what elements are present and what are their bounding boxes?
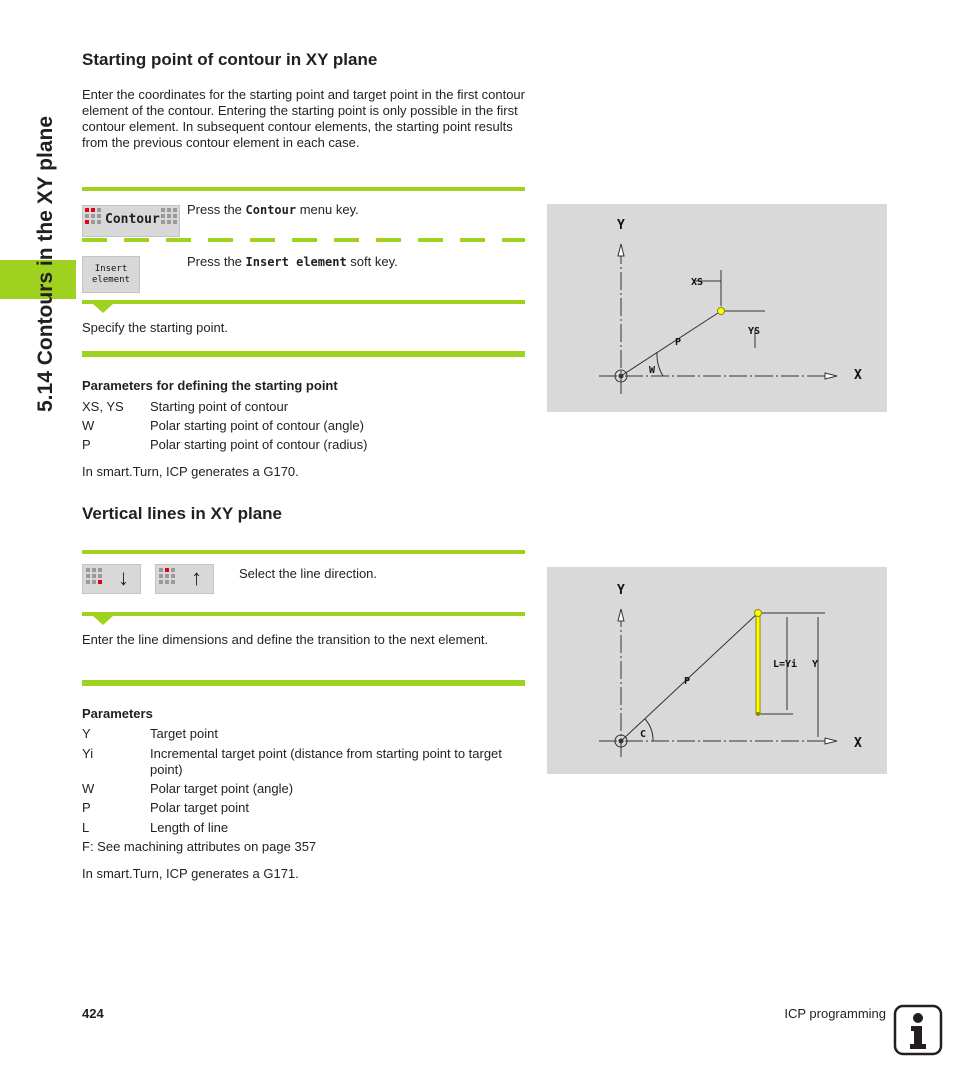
step-divider bbox=[82, 550, 525, 554]
arrow-down-icon: ↓ bbox=[118, 565, 129, 590]
axis-label-x: X bbox=[854, 736, 862, 751]
grid-icon bbox=[85, 208, 101, 224]
step-divider bbox=[82, 612, 525, 616]
pointer-arrow bbox=[93, 616, 113, 625]
label-c: C bbox=[640, 729, 647, 740]
section1-note: In smart.Turn, ICP generates a G170. bbox=[82, 464, 299, 479]
label-l-yi: L=Yi bbox=[773, 659, 798, 670]
step-press-insert: Press the Insert element soft key. bbox=[187, 254, 398, 269]
step-enter-dimensions: Enter the line dimensions and define the transition to the next element. bbox=[82, 632, 489, 647]
section2-heading: Vertical lines in XY plane bbox=[82, 504, 282, 523]
label-w: W bbox=[649, 365, 656, 376]
params-heading: Parameters for defining the starting point bbox=[82, 378, 338, 393]
axis-label-x: X bbox=[854, 368, 862, 383]
vertical-line-element bbox=[756, 613, 760, 714]
params-heading: Parameters bbox=[82, 706, 153, 721]
axis-label-y: Y bbox=[617, 583, 625, 598]
line-up-key[interactable] bbox=[155, 564, 214, 594]
chapter-title-text: 5.14 Contours in the XY plane bbox=[34, 115, 57, 412]
section1-heading: Starting point of contour in XY plane bbox=[82, 50, 378, 69]
section1-intro: Enter the coordinates for the starting point and target point in the first contour element of the contour. Entering the starting point is only possible in the first contour element. In subsequent contour elements, the starting point results from the previous contour element in each case. bbox=[82, 87, 525, 150]
section2-note: In smart.Turn, ICP generates a G171. bbox=[82, 866, 299, 881]
section-end-rule bbox=[82, 351, 525, 357]
label-y: Y bbox=[812, 659, 819, 670]
dashed-divider bbox=[82, 238, 525, 242]
vertical-line-figure bbox=[547, 567, 887, 774]
step-divider bbox=[82, 300, 525, 304]
contour-menu-key[interactable] bbox=[82, 205, 180, 237]
pointer-arrow bbox=[93, 304, 113, 313]
step-press-contour: Press the Contour menu key. bbox=[187, 202, 359, 217]
axis-label-y: Y bbox=[617, 218, 625, 233]
starting-point-figure bbox=[547, 204, 887, 412]
arrow-up-icon: ↑ bbox=[191, 565, 202, 590]
grid-icon bbox=[86, 568, 102, 584]
info-icon bbox=[893, 1004, 943, 1056]
grid-icon bbox=[159, 568, 175, 584]
label-p: P bbox=[675, 337, 682, 348]
label-p: P bbox=[684, 676, 691, 687]
chapter-sidebar-title bbox=[4, 50, 76, 420]
insert-element-soft-key[interactable]: Insert element bbox=[82, 256, 140, 293]
label-xs: XS bbox=[691, 277, 704, 288]
step-specify-start: Specify the starting point. bbox=[82, 320, 228, 335]
contour-key-label: Contour bbox=[105, 212, 160, 227]
footer-chapter: ICP programming bbox=[784, 1006, 886, 1021]
grid-icon bbox=[161, 208, 177, 224]
start-point-marker bbox=[718, 308, 725, 315]
machining-attributes-ref: F: See machining attributes on page 357 bbox=[82, 839, 317, 854]
page-number: 424 bbox=[82, 1006, 104, 1021]
step-select-direction: Select the line direction. bbox=[239, 566, 378, 581]
label-ys: YS bbox=[748, 326, 761, 337]
line-down-key[interactable] bbox=[82, 564, 141, 594]
section-end-rule bbox=[82, 680, 525, 686]
polar-line-p bbox=[621, 311, 721, 376]
step-divider bbox=[82, 187, 525, 191]
